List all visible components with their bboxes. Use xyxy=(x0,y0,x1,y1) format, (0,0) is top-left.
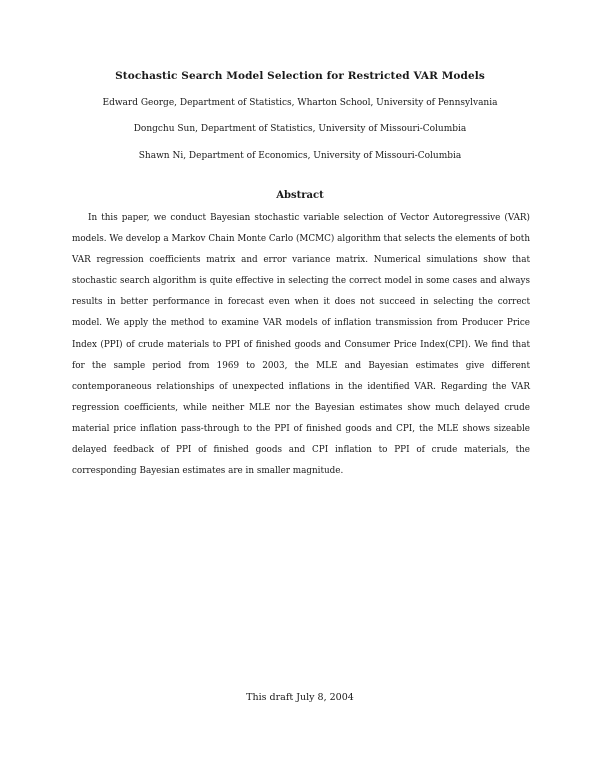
author-ni: Shawn Ni, Department of Economics, University of Missouri-Columbia xyxy=(138,151,462,161)
abstract-heading: Abstract xyxy=(276,190,324,201)
paper-title: Stochastic Search Model Selection for Restricted VAR Models xyxy=(115,70,485,82)
abstract-body: In this paper, we conduct Bayesian stochastic variable selection of Vector Autoregressive (VAR) models. We develop a Markov Chain Monte Carlo (MCMC) algorithm that selects the elements of both VAR regression coefficients matrix and error variance matrix. Numerical simulations show that stochastic search algorithm is quite effective in selecting the correct model in some cases and always results in better performance in forecast even when it does not succeed in selecting the correct model. We apply the method to examine VAR models of inflation transmission from Producer Price Index (PPI) of crude materials to PPI of finished goods and Consumer Price Index(CPI). We find that for the sample period from 1969 to 2003, the MLE and Bayesian estimates give different contemporaneous relationships of unexpected inflations in the identified VAR. Regarding the VAR regression coefficients, while neither MLE nor the Bayesian estimates show much delayed crude material price inflation pass-through to the PPI of finished goods and CPI, the MLE shows sizeable delayed feedback of PPI of finished goods and CPI inflation to PPI of crude materials, the corresponding Bayesian estimates are in smaller magnitude. xyxy=(72,213,530,477)
draft-date: This draft July 8, 2004 xyxy=(246,692,354,703)
author-george: Edward George, Department of Statistics, Wharton School, University of Pennsylvania xyxy=(102,98,498,108)
author-sun: Dongchu Sun, Department of Statistics, University of Missouri-Columbia xyxy=(133,124,467,134)
